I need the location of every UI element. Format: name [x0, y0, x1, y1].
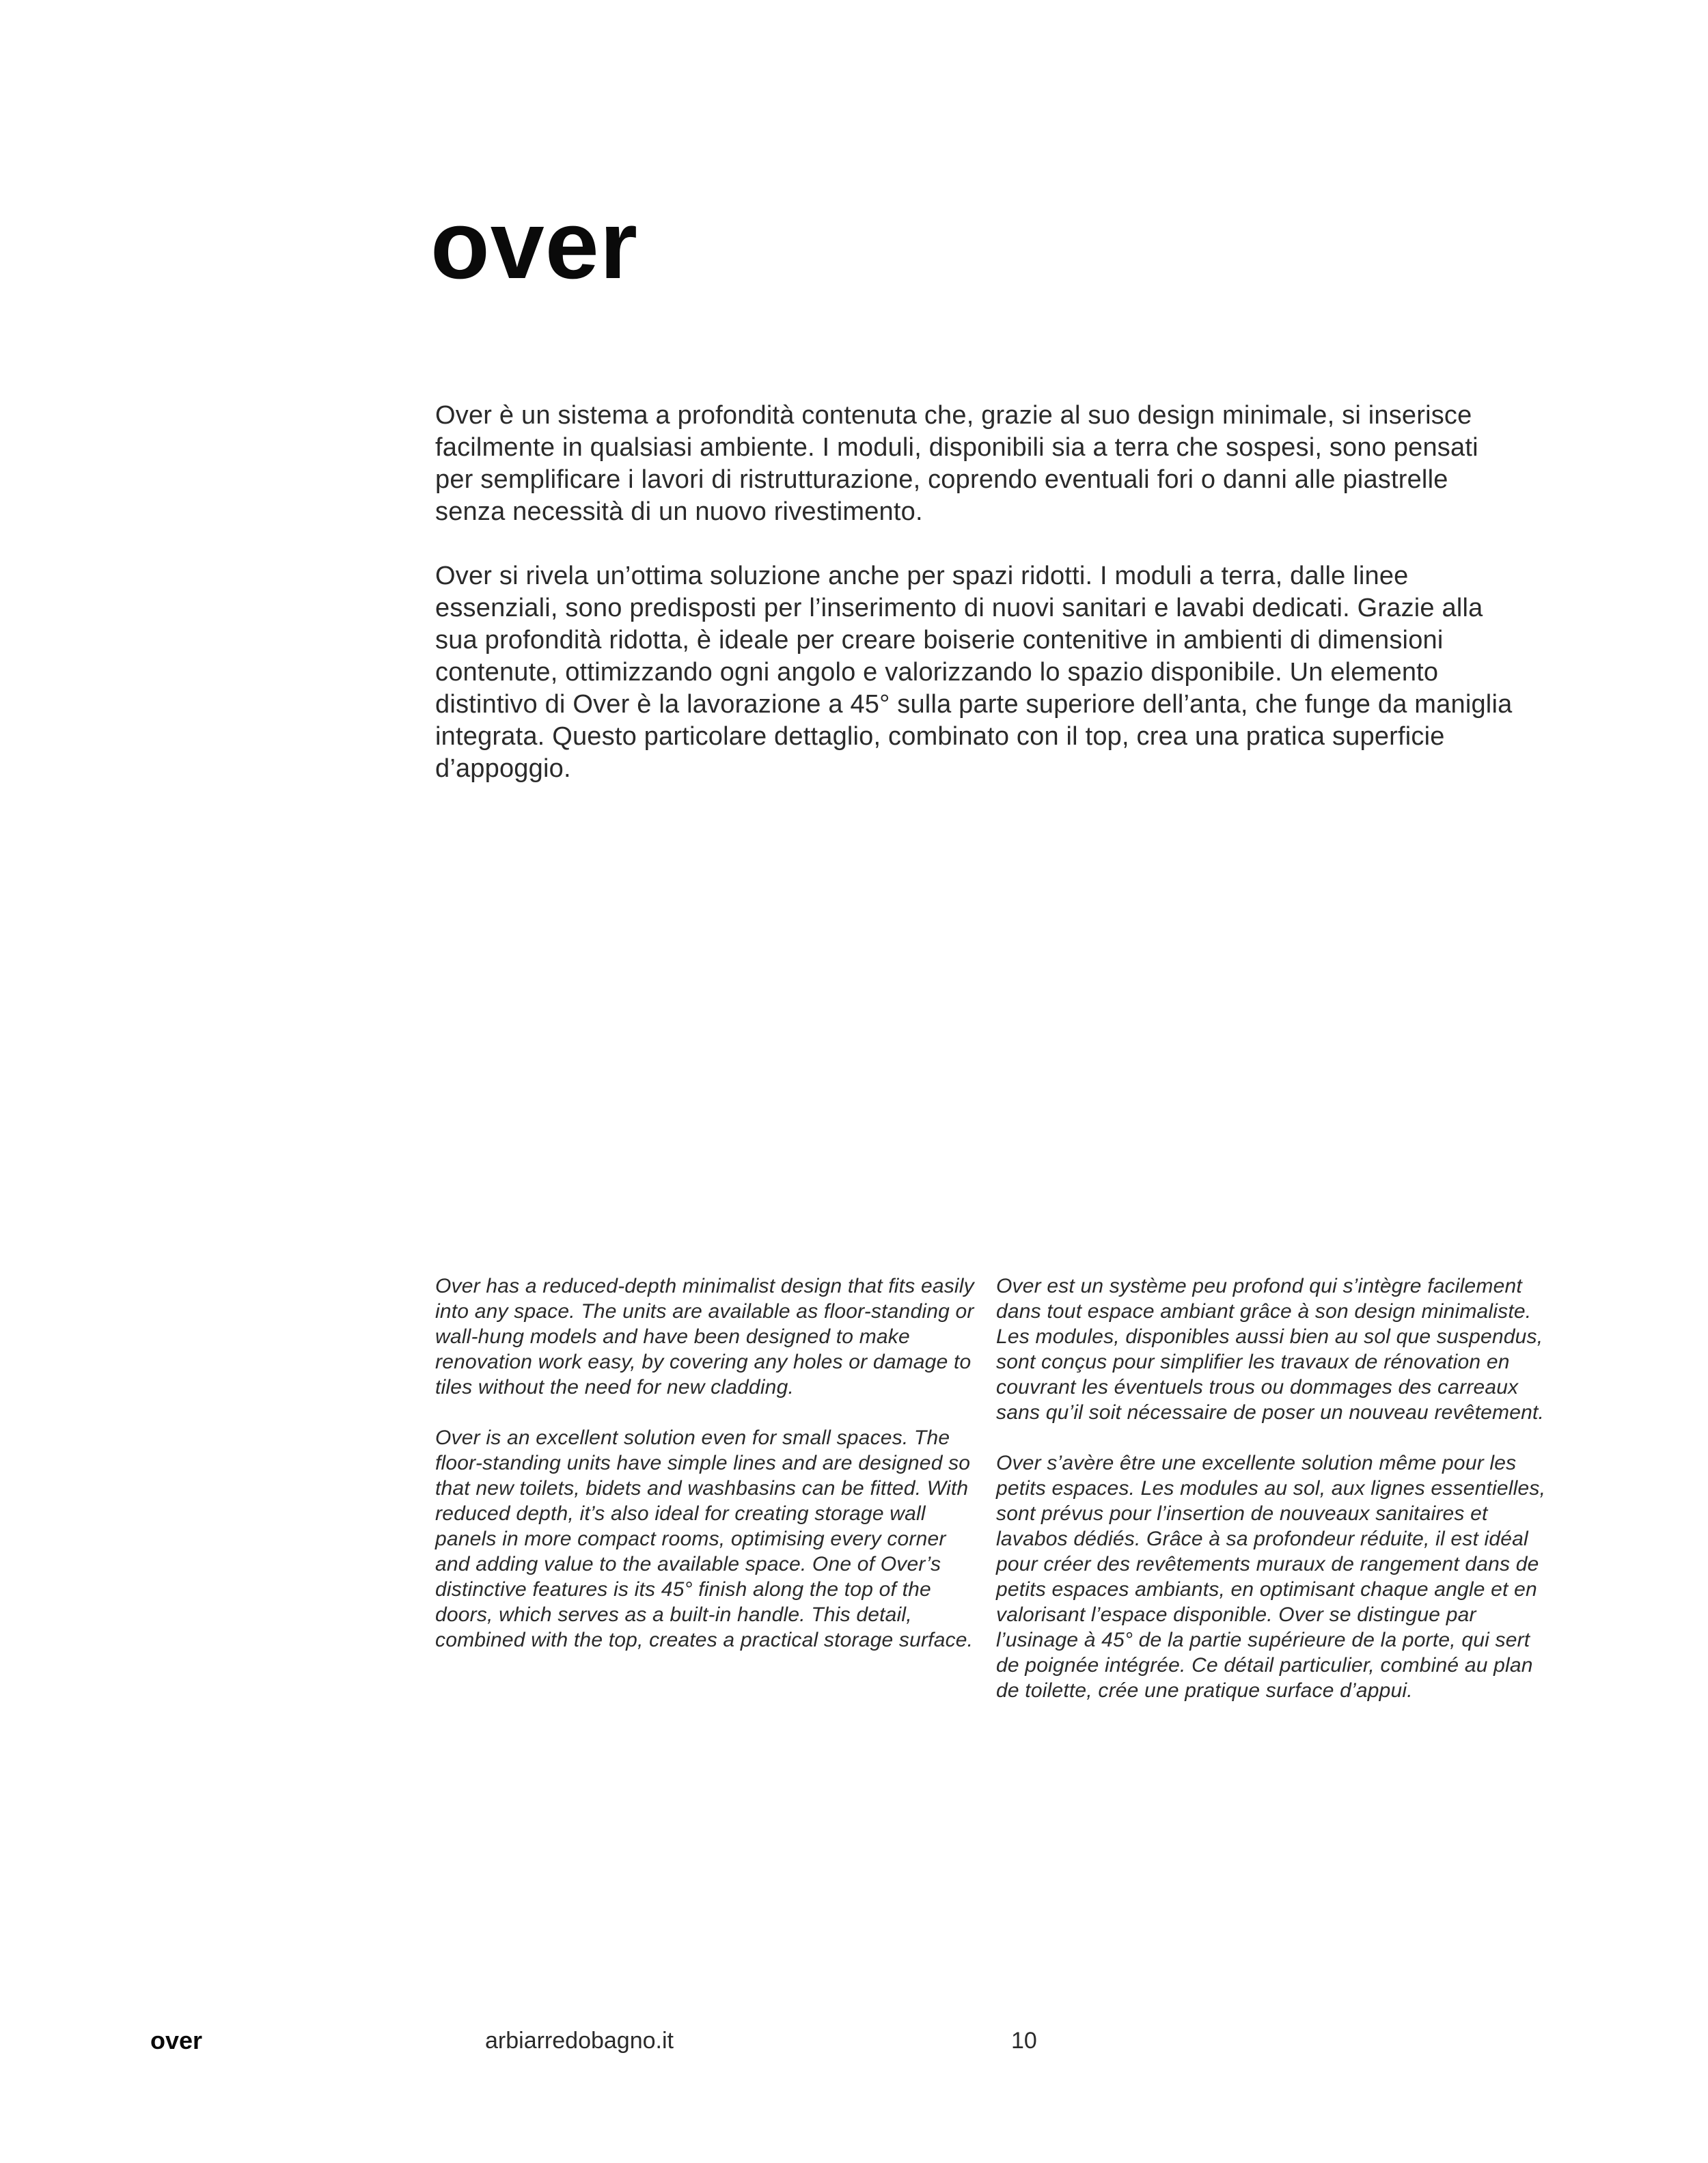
translation-column-english [435, 1273, 975, 1678]
footer-website: arbiarredobagno.it [485, 2028, 674, 2054]
footer-brand: over [150, 2026, 203, 2054]
page-title: over [430, 191, 638, 299]
translation-column-french [996, 1273, 1553, 1728]
french-paragraph-2: Over s’avère être une excellente solution même pour les petits espaces. Les modules au sol, aux lignes essentielles, sont prévus pour l’insertion de nouveaux sanitaires et lavabos dédiés. Grâce à sa profondeur réduite, il est idéal pour créer des revêtements muraux de rangement dans de petits espaces ambiants, en optimisant chaque angle et en valorisant l’espace disponible. Over se distingue par l’usinage à 45° de la partie supérieure de la porte, qui sert de poignée intégrée. Ce détail particulier, combiné au plan de toilette, crée une pratique surface d’appui. [996, 1452, 1546, 1702]
intro-paragraph-2: Over si rivela un’ottima soluzione anche per spazi ridotti. I moduli a terra, dalle linee essenziali, sono predisposti per l’inserimento di nuovi sanitari e lavabi dedicati. Grazie alla sua profondità ridotta, è ideale per creare boiserie contenitive in ambienti di dimensioni contenute, ottimizzando ogni angolo e valorizzando lo spazio disponibile. Un elemento distintivo di Over è la lavorazione a 45° sulla parte superiore dell’anta, che funge da maniglia integrata. Questo particolare dettaglio, combinato con il top, crea una pratica superficie d’appoggio. [435, 562, 1513, 783]
english-paragraph-1: Over has a reduced-depth minimalist design that fits easily into any space. The units are available as floor-standing or wall-hung models and have been designed to make renovation work easy, by covering any holes or damage to tiles without the need for new cladding. [435, 1275, 974, 1399]
english-paragraph-2: Over is an excellent solution even for small spaces. The floor-standing units have simple lines and are designed so that new toilets, bidets and washbasins can be fitted. With reduced depth, it’s also ideal for creating storage wall panels in more compact rooms, optimising every corner and adding value to the available space. One of Over’s distinctive features is its 45° finish along the top of the doors, which serves as a built-in handle. This detail, combined with the top, creates a practical storage surface. [435, 1427, 974, 1651]
french-paragraph-1: Over est un système peu profond qui s’intègre facilement dans tout espace ambiant grâce à son design minimaliste. Les modules, disponibles aussi bien au sol que suspendus, sont conçus pour simplifier les travaux de rénovation en couvrant les éventuels trous ou dommages des carreaux sans qu’il soit nécessaire de poser un nouveau revêtement. [996, 1275, 1545, 1424]
intro-italian [435, 400, 1515, 817]
intro-paragraph-1: Over è un sistema a profondità contenuta che, grazie al suo design minimale, si inserisce facilmente in qualsiasi ambiente. I moduli, disponibili sia a terra che sospesi, sono pensati per semplificare i lavori di ristrutturazione, coprendo eventuali fori o danni alle piastrelle senza necessità di un nuovo rivestimento. [435, 401, 1478, 526]
footer-page-number: 10 [1011, 2028, 1037, 2054]
